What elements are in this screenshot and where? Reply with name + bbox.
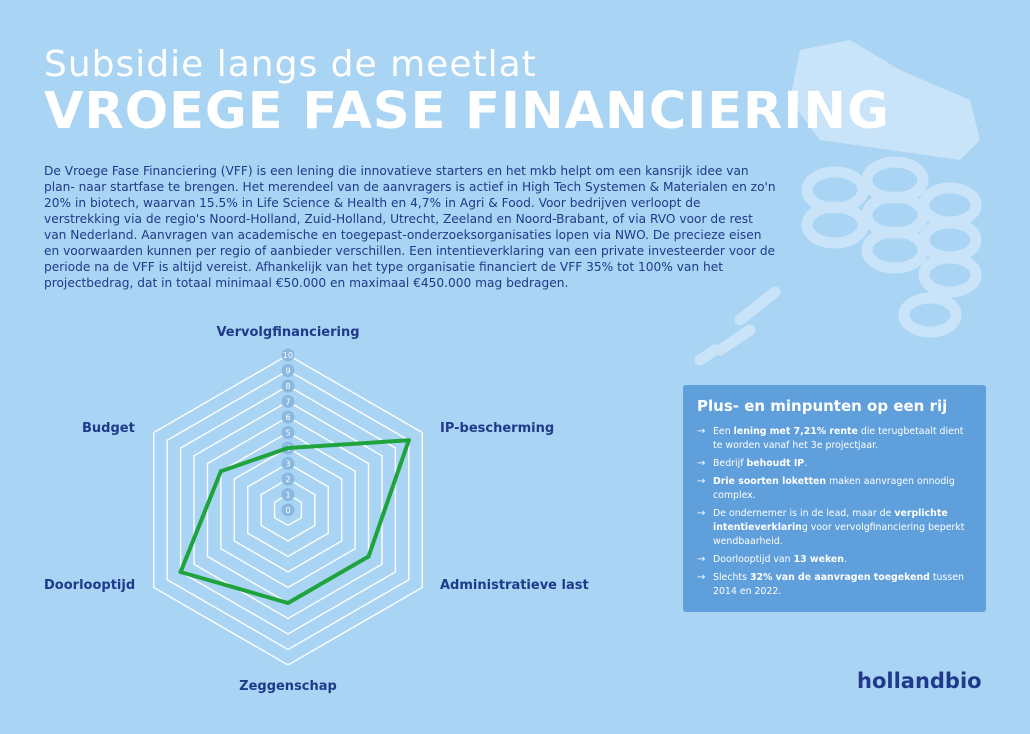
radar-tick-label: 7 xyxy=(285,397,291,407)
radar-series-point xyxy=(286,601,290,605)
radar-tick-label: 5 xyxy=(285,428,291,438)
radar-series-point xyxy=(367,555,371,559)
radar-series-point xyxy=(179,570,183,574)
item-text: Slechts xyxy=(713,572,750,583)
arrow-right-icon: → xyxy=(697,476,706,487)
radar-axis-label: Administratieve last xyxy=(440,578,589,593)
intro-paragraph: De Vroege Fase Financiering (VFF) is een lening die innovatieve starters en het mkb helpt om een kansrijk idee van plan- naar startfase te brengen. Het merendeel van de aanvragers is actief in High Tech Systemen & Materialen en zo'n 20% in biotech, waarvan 15.5% in Life Science & Health en 4,7% in Agri & Food. Voor bedrijven verloopt de verstrekking via de regio's Noord-Holland, Zuid-Holland, Utrecht, Zeeland en Noord-Brabant, of via RVO voor de rest van Nederland. Aanvragen van academische en toegepast-onderzoeksorganisaties lopen via NWO. De precieze eisen en voorwaarden kunnen per regio of aanbieder verschillen. Een intentieverklaring van een private investeerder voor de periode na de VFF is altijd vereist. Afhankelijk van het type organisatie financiert de VFF 35% tot 100% van het projectbedrag, dat in totaal minimaal €50.000 en maximaal €450.000 mag bedragen. xyxy=(44,164,776,290)
radar-tick-label: 2 xyxy=(285,475,291,484)
radar-series-point xyxy=(286,446,290,450)
pros-cons-item xyxy=(697,507,972,549)
pros-cons-panel xyxy=(683,385,986,612)
item-text-bold: behoudt IP xyxy=(746,458,805,469)
radar-axis-label: Zeggenschap xyxy=(239,679,337,694)
arrow-right-icon: → xyxy=(697,426,706,437)
radar-axis-label: Doorlooptijd xyxy=(44,578,136,593)
pros-cons-item xyxy=(697,475,972,503)
pros-cons-list xyxy=(697,425,972,599)
radar-chart xyxy=(0,315,680,734)
item-text: maken aanvragen onnodig complex. xyxy=(713,476,955,501)
item-text: Bedrijf xyxy=(713,458,747,469)
arrow-right-icon: → xyxy=(697,508,706,519)
item-text: tussen 2014 en 2022. xyxy=(713,572,964,597)
radar-axis-label: Budget xyxy=(82,421,135,436)
item-text: Doorlooptijd van xyxy=(713,554,794,565)
hollandbio-logo: hollandbio xyxy=(857,669,982,693)
radar-series-point xyxy=(407,438,411,442)
page-title: VROEGE FASE FINANCIERING xyxy=(44,82,890,141)
pros-cons-item xyxy=(697,425,972,453)
arrow-right-icon: → xyxy=(697,554,706,565)
item-text-bold: 32% van de aanvragen toegekend xyxy=(749,572,930,583)
item-text: . xyxy=(843,554,847,565)
arrow-right-icon: → xyxy=(697,572,706,583)
radar-series-point xyxy=(219,469,223,473)
pros-cons-item xyxy=(697,457,972,471)
item-text: De ondernemer is in de lead, maar de xyxy=(713,508,895,519)
item-text-bold: Drie soorten loketten xyxy=(713,476,827,487)
item-text: g voor vervolgfinanciering beperkt wendbaarheid. xyxy=(713,522,965,547)
radar-tick-label: 9 xyxy=(285,366,291,376)
radar-tick-label: 8 xyxy=(285,382,291,391)
item-text-bold: verplichte intentieverklarin xyxy=(713,508,948,533)
radar-tick-label: 0 xyxy=(285,506,291,515)
item-text: Een xyxy=(713,426,734,437)
radar-tick-label: 6 xyxy=(285,413,291,422)
panel-title: Plus- en minpunten op een rij xyxy=(697,397,948,415)
item-text: die terugbetaalt dient te worden vanaf het 3e projectjaar. xyxy=(713,426,964,451)
item-text-bold: 13 weken xyxy=(793,554,844,565)
item-text: . xyxy=(804,458,808,469)
radar-tick-label: 3 xyxy=(285,459,291,469)
page-subtitle: Subsidie langs de meetlat xyxy=(44,44,537,85)
radar-axis-label: IP-bescherming xyxy=(440,421,555,436)
radar-axis-label: Vervolgfinanciering xyxy=(216,325,360,340)
arrow-right-icon: → xyxy=(697,458,706,469)
pros-cons-item xyxy=(697,553,972,567)
radar-tick-label: 10 xyxy=(282,351,294,360)
item-text-bold: lening met 7,21% rente xyxy=(733,426,858,437)
pros-cons-item xyxy=(697,571,972,599)
radar-tick-label: 1 xyxy=(285,490,291,500)
